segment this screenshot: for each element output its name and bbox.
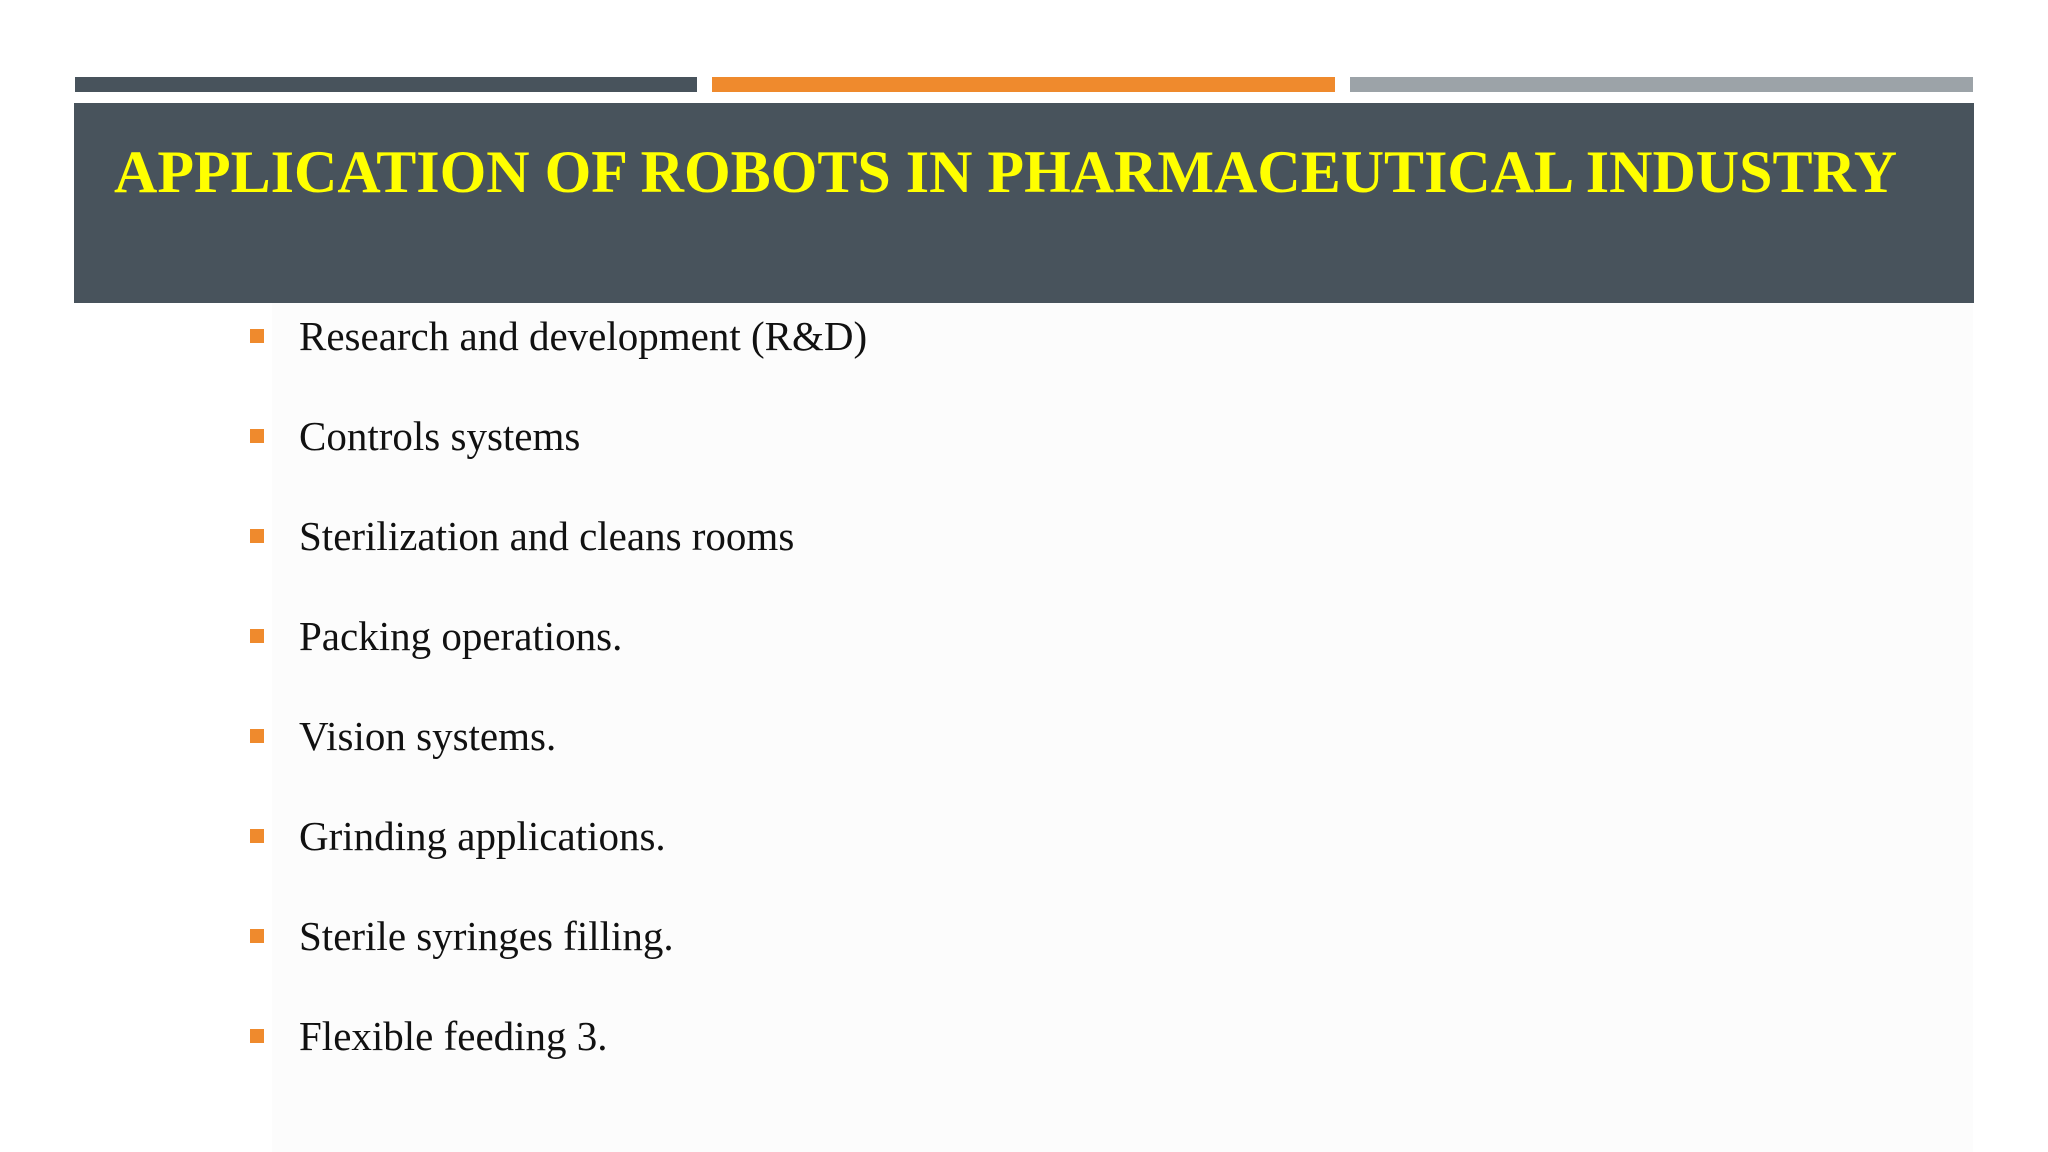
bullet-text: Grinding applications. (299, 813, 666, 859)
bullet-text: Controls systems (299, 413, 581, 459)
list-item (250, 608, 867, 708)
square-bullet-icon (250, 929, 264, 943)
square-bullet-icon (250, 1029, 264, 1043)
bullet-text: Packing operations. (299, 613, 623, 659)
bullet-text: Sterilization and cleans rooms (299, 513, 795, 559)
slide-title: APPLICATION OF ROBOTS IN PHARMACEUTICAL INDUSTRY (114, 139, 1898, 205)
square-bullet-icon (250, 529, 264, 543)
list-item (250, 308, 867, 408)
square-bullet-icon (250, 729, 264, 743)
bullet-text: Vision systems. (299, 713, 557, 759)
bullet-text: Research and development (R&D) (299, 313, 868, 359)
title-banner (74, 103, 1974, 303)
list-item (250, 508, 867, 608)
top-accent-bar-dark (75, 77, 697, 92)
list-item (250, 808, 867, 908)
list-item (250, 1008, 867, 1108)
list-item (250, 708, 867, 808)
top-accent-bar-orange (712, 77, 1335, 92)
bullet-text: Flexible feeding 3. (299, 1013, 608, 1059)
top-accent-bar-gray (1350, 77, 1973, 92)
square-bullet-icon (250, 829, 264, 843)
list-item (250, 908, 867, 1008)
square-bullet-icon (250, 629, 264, 643)
list-item (250, 408, 867, 508)
bullet-text: Sterile syringes filling. (299, 913, 674, 959)
bullet-list (250, 308, 867, 1108)
square-bullet-icon (250, 429, 264, 443)
square-bullet-icon (250, 329, 264, 343)
